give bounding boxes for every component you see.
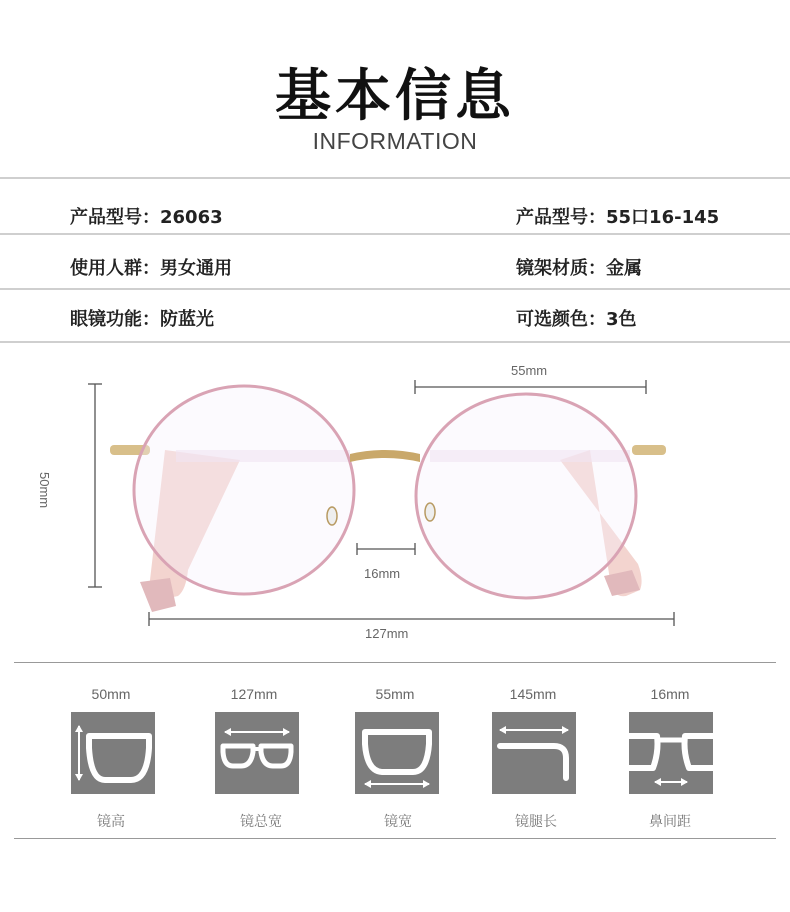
info-function: 眼镜功能：防蓝光 [70, 309, 214, 330]
divider [14, 662, 776, 663]
info-model-left: 产品型号：26063 [70, 207, 223, 228]
dim-total-width: 127mm [365, 626, 409, 641]
spec-label-temple: 镜腿长 [515, 814, 557, 830]
spec-label-lens: 镜宽 [384, 814, 412, 830]
dim-lens-height: 50mm [37, 472, 52, 509]
spec-value-lens: 55mm [375, 686, 415, 702]
dim-bridge: 16mm [364, 566, 401, 581]
info-model-right: 产品型号：55口16-145 [516, 207, 720, 228]
dim-lens-width: 55mm [511, 363, 548, 378]
spec-label-total: 镜总宽 [240, 814, 282, 830]
page-title: 基本信息 [275, 64, 515, 129]
divider [14, 838, 776, 839]
total-width-icon [215, 712, 299, 794]
lens-height-icon [71, 712, 155, 794]
page-subtitle: INFORMATION [312, 128, 478, 154]
spec-value-height: 50mm [91, 686, 131, 702]
spec-value-total: 127mm [230, 686, 278, 702]
info-users: 使用人群：男女通用 [70, 258, 232, 279]
spec-label-height: 镜高 [97, 814, 125, 830]
spec-label-bridge: 鼻间距 [649, 814, 691, 830]
spec-value-temple: 145mm [509, 686, 557, 702]
bridge-width-icon [629, 712, 713, 794]
lens-width-icon [355, 712, 439, 794]
info-colors: 可选颜色：3色 [516, 309, 637, 330]
info-material: 镜架材质：金属 [516, 258, 642, 279]
spec-value-bridge: 16mm [650, 686, 690, 702]
temple-length-icon [492, 712, 576, 794]
